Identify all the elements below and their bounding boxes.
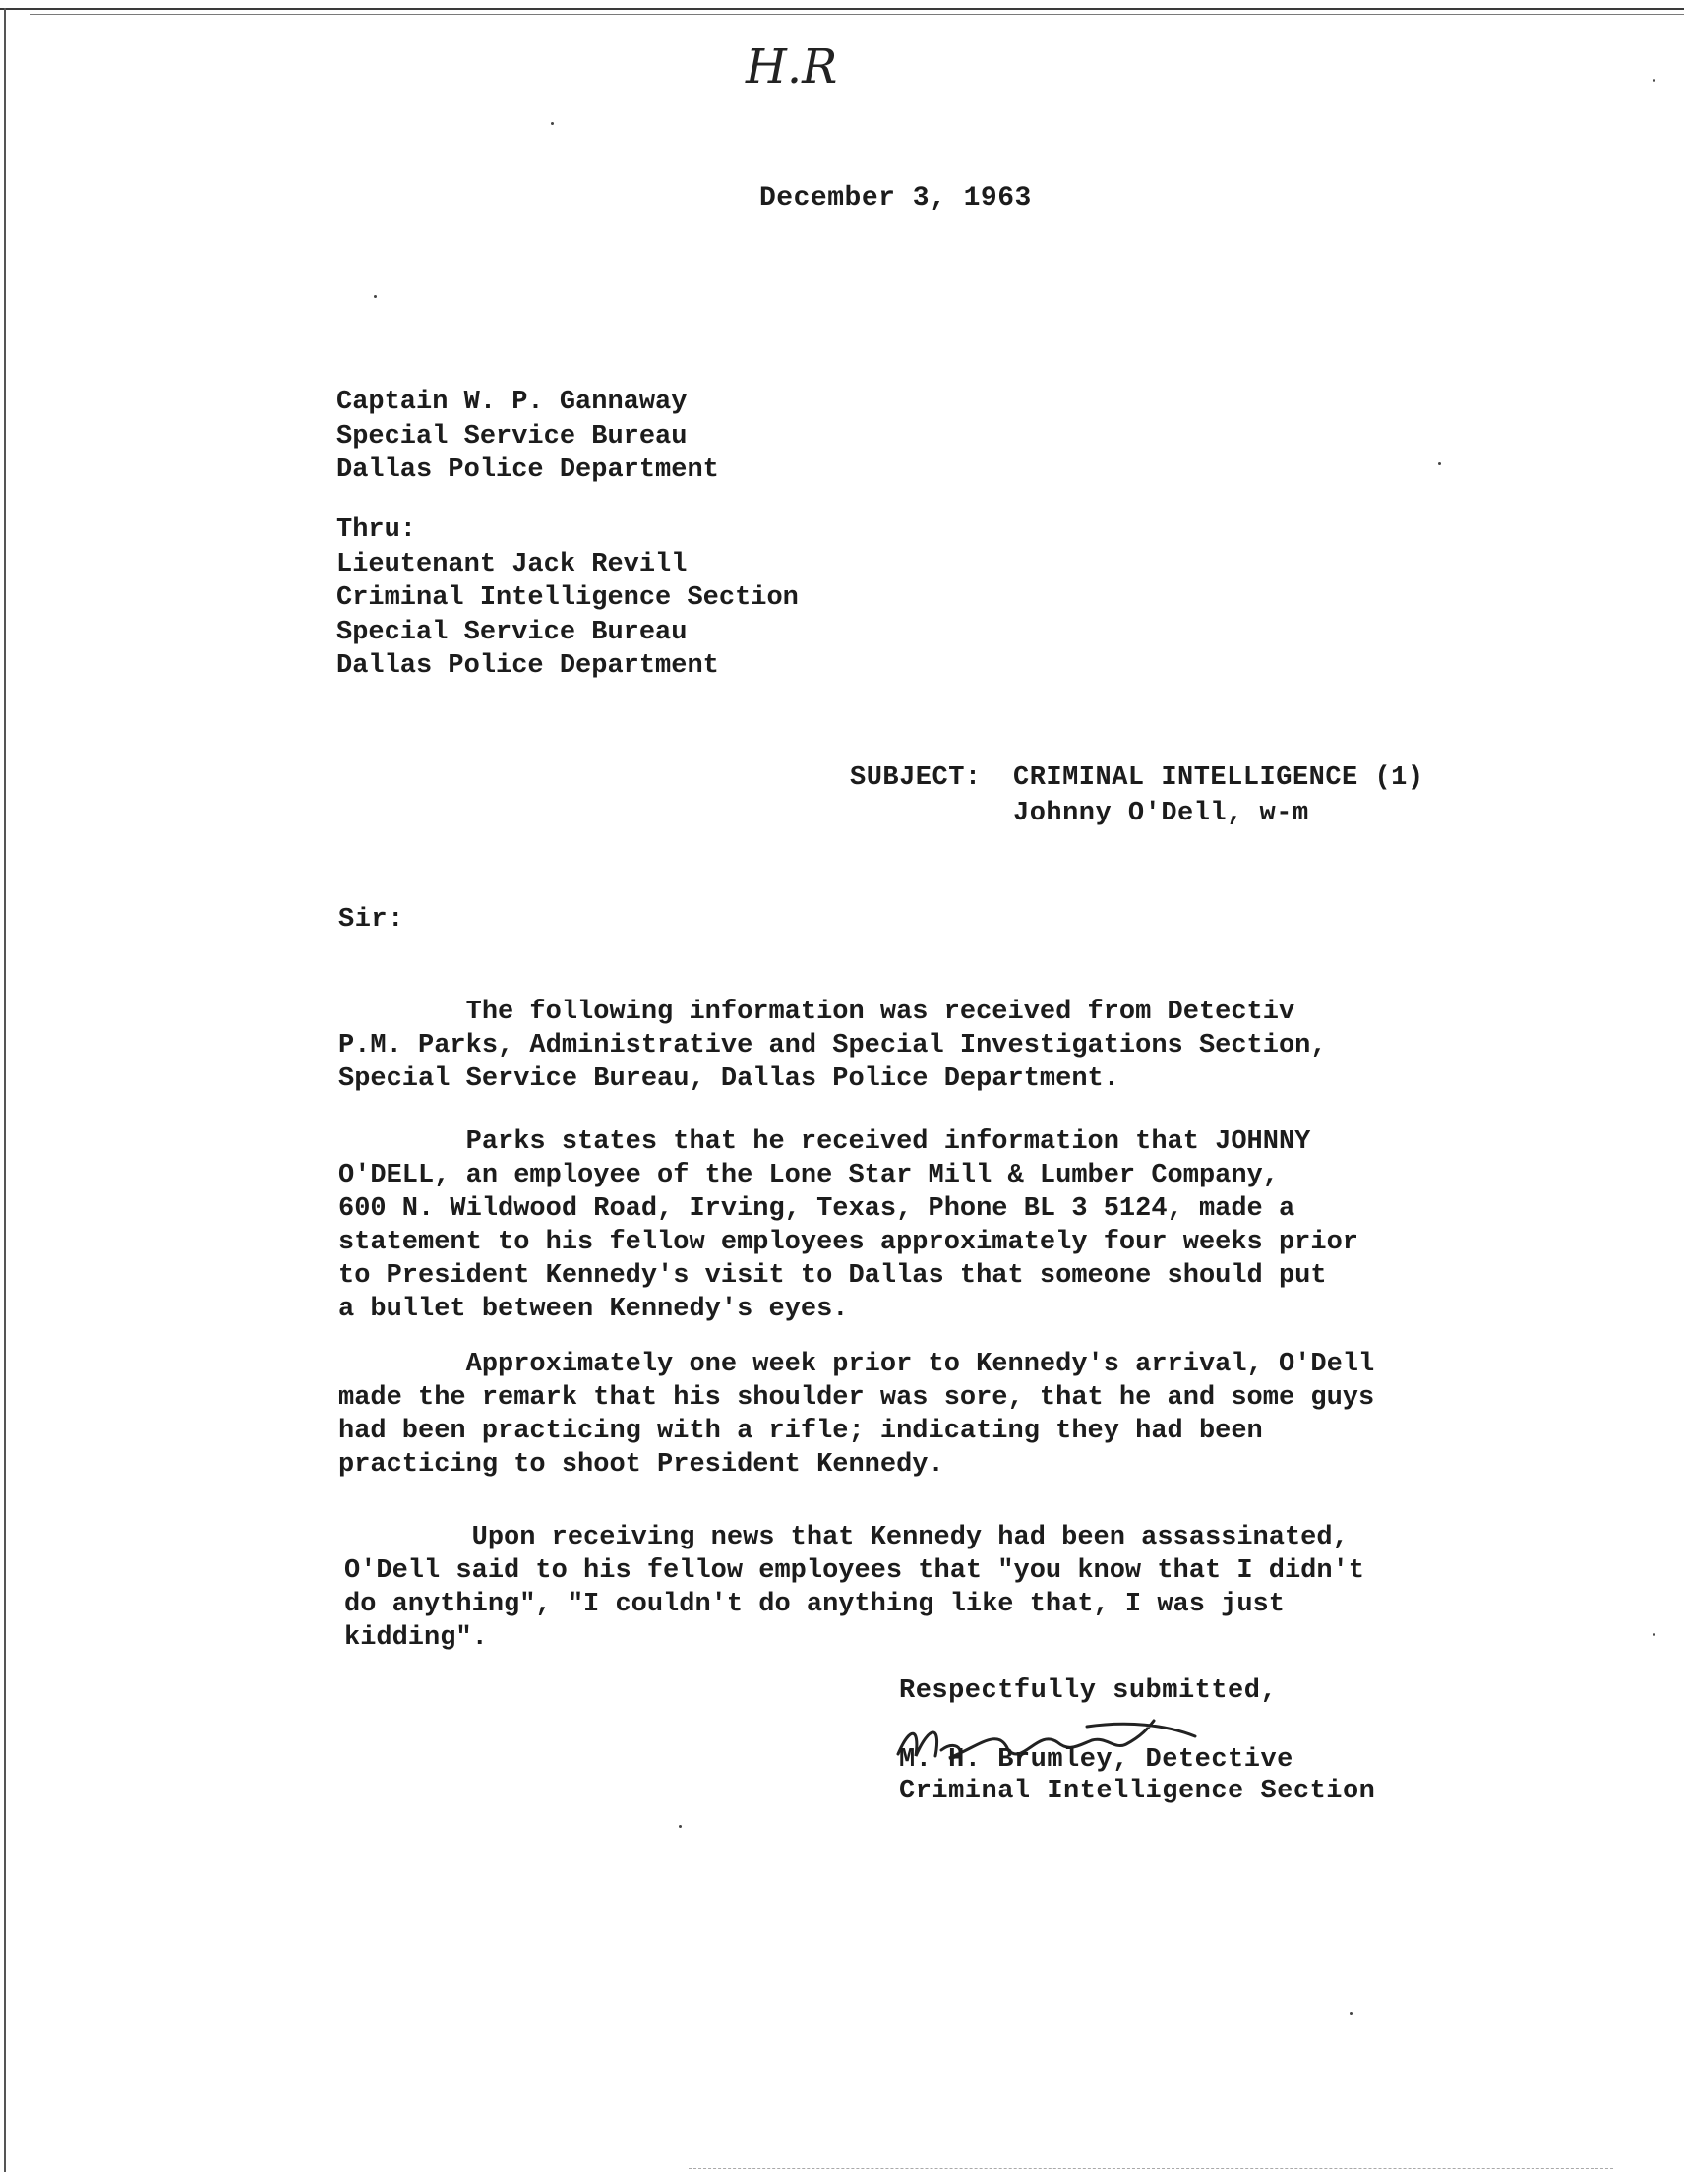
page-edge [0,8,1684,10]
paper-speck [679,1825,682,1828]
signature-name: M. H. Brumley, Detective [899,1745,1293,1775]
address-line: Captain W. P. Gannaway [336,388,688,417]
page-edge [689,2168,1613,2169]
address-line: Dallas Police Department [336,455,719,485]
paragraph-4 [344,1521,1364,1655]
subject-title: CRIMINAL INTELLIGENCE (1) [1013,763,1424,793]
letter-date: December 3, 1963 [759,183,1032,213]
text-line: P.M. Parks, Administrative and Special Investigations Section, [338,1031,1327,1061]
paper-speck [1653,79,1655,82]
text-line: Upon receiving news that Kennedy had been assassinated, [344,1523,1349,1552]
paper-speck [374,295,377,298]
text-line: O'Dell said to his fellow employees that "you know that I didn't [344,1556,1364,1586]
text-line: The following information was received from Detectiv [338,998,1295,1027]
text-line: O'DELL, an employee of the Lone Star Mill & Lumber Company, [338,1161,1279,1190]
paper-speck [551,122,554,125]
address-line: Lieutenant Jack Revill [336,549,688,579]
paragraph-1 [338,996,1327,1096]
thru-label: Thru: [336,516,417,545]
page-edge [30,14,1684,15]
text-line: to President Kennedy's visit to Dallas that someone should put [338,1261,1327,1291]
paper-speck [1350,2012,1353,2015]
text-line: a bullet between Kennedy's eyes. [338,1295,849,1324]
text-line: do anything", "I couldn't do anything like that, I was just [344,1590,1285,1619]
address-line: Dallas Police Department [336,651,719,681]
address-line: Special Service Bureau [336,617,688,647]
text-line: statement to his fellow employees approximately four weeks prior [338,1228,1358,1257]
text-line: 600 N. Wildwood Road, Irving, Texas, Phone BL 3 5124, made a [338,1194,1295,1224]
text-line: Approximately one week prior to Kennedy's arrival, O'Dell [338,1350,1375,1379]
text-line: kidding". [344,1623,488,1653]
closing: Respectfully submitted, [899,1676,1278,1706]
subject-label: SUBJECT: [850,763,982,793]
text-line: had been practicing with a rifle; indicating they had been [338,1417,1263,1446]
text-line: Special Service Bureau, Dallas Police Department. [338,1064,1119,1094]
recipient-address [336,386,719,488]
paper-speck [1438,462,1441,465]
text-line: practicing to shoot President Kennedy. [338,1450,944,1480]
page-edge [4,8,6,2172]
signature-unit: Criminal Intelligence Section [899,1777,1376,1806]
address-line: Criminal Intelligence Section [336,583,799,613]
thru-address [336,514,799,684]
subject-person: Johnny O'Dell, w-m [1013,799,1309,828]
address-line: Special Service Bureau [336,421,688,452]
paper-speck [1653,1633,1655,1636]
text-line: made the remark that his shoulder was sore, that he and some guys [338,1383,1375,1413]
handwritten-note: H.R [746,39,838,94]
text-line: Parks states that he received information that JOHNNY [338,1127,1311,1157]
salutation: Sir: [338,905,404,935]
paragraph-2 [338,1125,1358,1326]
paragraph-3 [338,1348,1374,1482]
